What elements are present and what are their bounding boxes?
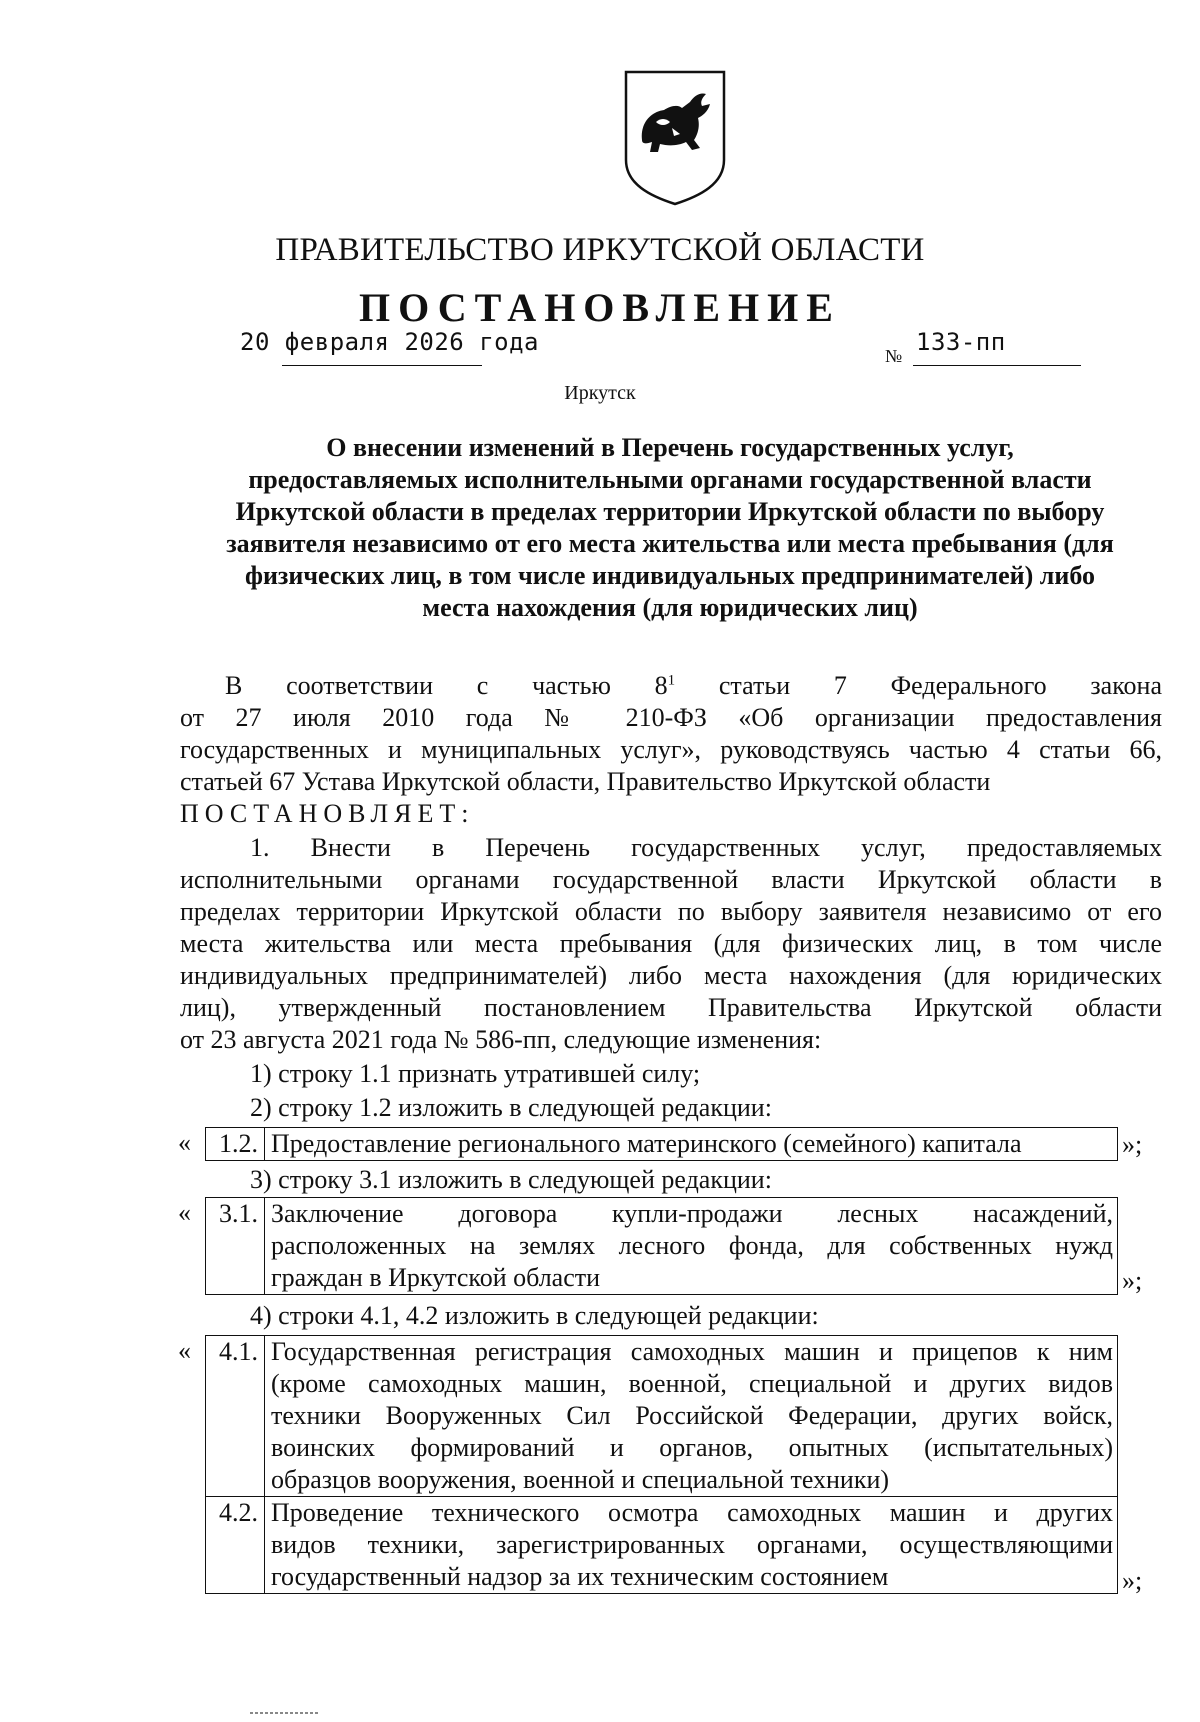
coat-of-arms-icon bbox=[620, 68, 730, 208]
row-number: 1.2. bbox=[206, 1128, 265, 1161]
row-text-line: расположенных на землях лесного фонда, для собственных нужд bbox=[271, 1231, 1113, 1260]
decree-verb: ПОСТАНОВЛЯЕТ: bbox=[180, 799, 475, 828]
superscript: 1 bbox=[667, 672, 676, 689]
subject-line: О внесении изменений в Перечень государственных услуг, bbox=[326, 433, 1014, 462]
sub-item: 2) строку 1.2 изложить в следующей редакции: bbox=[250, 1093, 772, 1122]
sub-item: 4) строки 4.1, 4.2 изложить в следующей редакции: bbox=[250, 1301, 819, 1330]
page-edge-mark-icon bbox=[250, 1710, 320, 1716]
quote-open: « bbox=[178, 1198, 191, 1227]
row-text-line: (кроме самоходных машин, военной, специальной и других видов bbox=[271, 1369, 1113, 1398]
item-line: исполнительными органами государственной власти Иркутской области в bbox=[180, 865, 1162, 894]
preamble-line: от 27 июля 2010 года № 210-ФЗ «Об организации предоставления bbox=[180, 703, 1162, 732]
row-text-line: образцов вооружения, военной и специальной техники) bbox=[271, 1465, 890, 1494]
item-line: лиц), утвержденный постановлением Правительства Иркутской области bbox=[180, 993, 1162, 1022]
row-text bbox=[265, 1198, 1118, 1295]
city-name: Иркутск bbox=[564, 382, 636, 404]
document-type-title: ПОСТАНОВЛЕНИЕ bbox=[359, 285, 841, 330]
document-date: 20 февраля 2026 года bbox=[240, 328, 539, 356]
subject-line: физических лиц, в том числе индивидуальных предпринимателей) либо bbox=[244, 561, 1096, 590]
table-row bbox=[206, 1198, 1118, 1295]
table-row bbox=[206, 1336, 1118, 1497]
quote-close: »; bbox=[1122, 1566, 1143, 1595]
date-underline bbox=[282, 365, 482, 366]
row-text-line: Проведение технического осмотра самоходных машин и других bbox=[271, 1498, 1113, 1527]
item-line: индивидуальных предпринимателей) либо места нахождения (для юридических bbox=[180, 961, 1162, 990]
decree-subject bbox=[180, 432, 1160, 624]
row-text-line: граждан в Иркутской области bbox=[271, 1263, 601, 1292]
table-row bbox=[206, 1128, 1118, 1161]
subject-line: места нахождения (для юридических лиц) bbox=[422, 593, 918, 622]
sub-item: 3) строку 3.1 изложить в следующей редакции: bbox=[250, 1165, 772, 1194]
quote-open: « bbox=[178, 1128, 191, 1157]
preamble-text: статьи 7 Федерального закона bbox=[675, 671, 1162, 700]
subject-line: предоставляемых исполнительными органами государственной власти bbox=[248, 465, 1092, 494]
row-text bbox=[265, 1336, 1118, 1497]
row-text-line: государственный надзор за их техническим состоянием bbox=[271, 1562, 889, 1591]
row-text-line: Государственная регистрация самоходных машин и прицепов к ним bbox=[271, 1337, 1113, 1366]
row-text bbox=[265, 1497, 1118, 1594]
row-text: Предоставление регионального материнского (семейного) капитала bbox=[265, 1128, 1118, 1161]
row-number: 4.1. bbox=[206, 1336, 265, 1497]
preamble-line: государственных и муниципальных услуг», руководствуясь частью 4 статьи 66, bbox=[180, 735, 1162, 764]
preamble-line: статьей 67 Устава Иркутской области, Правительство Иркутской области bbox=[180, 767, 991, 796]
preamble-text: В соответствии с частью 8 bbox=[225, 671, 668, 700]
subject-line: Иркутской области в пределах территории Иркутской области по выбору bbox=[235, 497, 1105, 526]
row-text-line: видов техники, зарегистрированных органами, осуществляющими bbox=[271, 1530, 1113, 1559]
subject-line: заявителя независимо от его места жительства или места пребывания (для bbox=[226, 529, 1114, 558]
row-1-2-table bbox=[205, 1127, 1118, 1161]
row-text-line: воинских формирований и органов, опытных (испытательных) bbox=[271, 1433, 1113, 1462]
item-line: места жительства или места пребывания (для физических лиц, в том числе bbox=[180, 929, 1162, 958]
item-line: 1. Внести в Перечень государственных услуг, предоставляемых bbox=[250, 833, 1162, 862]
row-4-table bbox=[205, 1335, 1118, 1594]
number-underline bbox=[913, 365, 1081, 366]
row-3-1-table bbox=[205, 1197, 1118, 1295]
row-number: 4.2. bbox=[206, 1497, 265, 1594]
quote-open: « bbox=[178, 1336, 191, 1365]
quote-close: »; bbox=[1122, 1130, 1143, 1159]
table-row bbox=[206, 1497, 1118, 1594]
item-line: пределах территории Иркутской области по выбору заявителя независимо от его bbox=[180, 897, 1162, 926]
government-title: ПРАВИТЕЛЬСТВО ИРКУТСКОЙ ОБЛАСТИ bbox=[275, 232, 925, 268]
row-number: 3.1. bbox=[206, 1198, 265, 1295]
row-text-line: техники Вооруженных Сил Российской Федерации, других войск, bbox=[271, 1401, 1113, 1430]
preamble-line bbox=[225, 670, 1162, 702]
document-number: 133-пп bbox=[916, 328, 1006, 356]
item-line: от 23 августа 2021 года № 586-пп, следующие изменения: bbox=[180, 1025, 822, 1054]
number-sign: № bbox=[885, 346, 903, 366]
quote-close: »; bbox=[1122, 1266, 1143, 1295]
row-text-line: Заключение договора купли-продажи лесных насаждений, bbox=[271, 1199, 1113, 1228]
sub-item: 1) строку 1.1 признать утратившей силу; bbox=[250, 1059, 701, 1088]
